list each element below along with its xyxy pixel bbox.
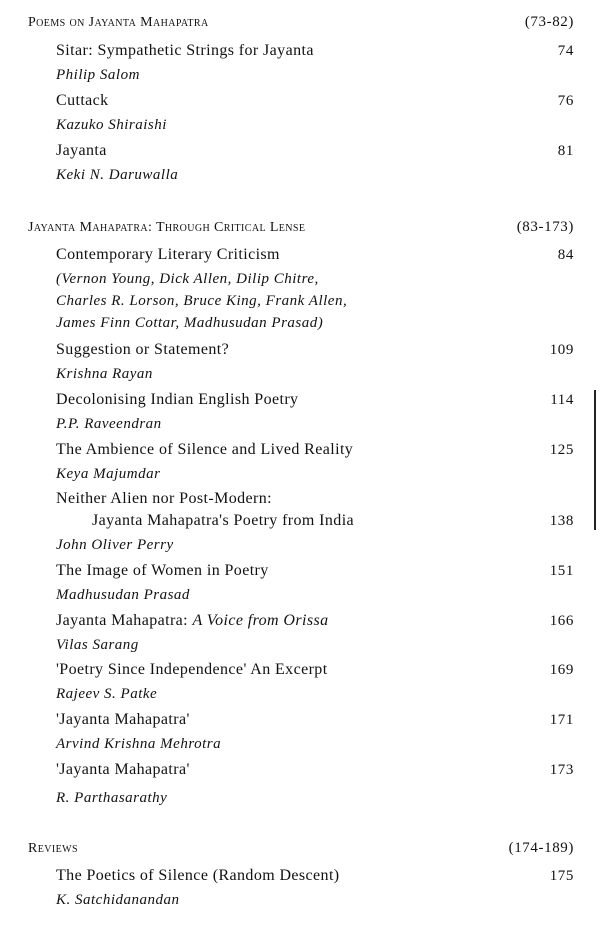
entry-title-italic: A Voice from Orissa: [192, 612, 329, 629]
entry-page: 175: [549, 868, 574, 884]
toc-entry: [56, 711, 574, 755]
entry-author-line: (Vernon Young, Dick Allen, Dilip Chitre,: [56, 271, 319, 287]
entry-author: John Oliver Perry: [56, 537, 174, 553]
entry-author: Madhusudan Prasad: [56, 587, 190, 603]
entry-page: 109: [549, 342, 574, 358]
entry-title: Decolonising Indian English Poetry: [56, 391, 299, 408]
entry-title-continued: Jayanta Mahapatra's Poetry from India: [92, 512, 355, 529]
entry-title: 'Poetry Since Independence' An Excerpt: [56, 661, 328, 678]
entry-author-line: James Finn Cottar, Madhusudan Prasad): [56, 315, 324, 331]
toc-entry: [56, 612, 574, 656]
entry-title: The Image of Women in Poetry: [56, 562, 269, 579]
toc-entry: [56, 661, 574, 705]
entry-author: Keya Majumdar: [56, 466, 161, 482]
entry-page: 166: [549, 613, 574, 629]
entry-title: 'Jayanta Mahapatra': [56, 761, 190, 778]
entry-title: Neither Alien nor Post-Modern:: [56, 490, 272, 507]
entry-title-plain: Jayanta Mahapatra:: [56, 612, 189, 629]
scan-edge-line: [594, 390, 596, 530]
entry-author: Krishna Rayan: [56, 366, 153, 382]
section-title: Jayanta Mahapatra: Through Critical Lense: [28, 220, 306, 235]
toc-entry: [56, 42, 574, 86]
entry-title: Contemporary Literary Criticism: [56, 246, 280, 263]
entry-page: 84: [557, 247, 574, 263]
entry-title: Jayanta: [56, 142, 107, 159]
section-page-range: (73-82): [524, 14, 574, 30]
toc-entry: [56, 761, 574, 809]
entry-page: 151: [549, 563, 574, 579]
section-heading: [28, 219, 574, 239]
entry-page: 173: [549, 762, 574, 778]
entry-author: K. Satchidanandan: [56, 892, 180, 908]
entry-title: [56, 612, 328, 630]
toc-entry: [56, 867, 574, 911]
entry-title: The Ambience of Silence and Lived Reality: [56, 441, 354, 458]
entry-author: R. Parthasarathy: [56, 790, 168, 806]
entry-page: 138: [549, 513, 574, 529]
entry-page: 76: [557, 93, 574, 109]
entry-page: 169: [549, 662, 574, 678]
section-heading: [28, 14, 574, 34]
section-page-range: (174-189): [508, 840, 574, 856]
section-page-range: (83-173): [516, 219, 574, 235]
entry-author: Vilas Sarang: [56, 637, 139, 653]
entry-page: 81: [557, 143, 574, 159]
entry-author: P.P. Raveendran: [56, 416, 162, 432]
entry-page: 125: [549, 442, 574, 458]
entry-title: The Poetics of Silence (Random Descent): [56, 867, 340, 884]
section-title: Reviews: [28, 841, 78, 856]
entry-page: 114: [550, 392, 574, 408]
entry-author: Arvind Krishna Mehrotra: [56, 736, 222, 752]
entry-page: 74: [557, 43, 574, 59]
entry-author: Rajeev S. Patke: [56, 686, 158, 702]
entry-author: Kazuko Shiraishi: [56, 117, 167, 133]
toc-entry: [56, 391, 574, 435]
section-title: Poems on Jayanta Mahapatra: [28, 15, 209, 30]
entry-author-line: Charles R. Lorson, Bruce King, Frank Allen,: [56, 293, 348, 309]
toc-entry: [56, 490, 574, 556]
entry-author: Keki N. Daruwalla: [56, 167, 179, 183]
section-heading: [28, 840, 574, 860]
entry-title: Suggestion or Statement?: [56, 341, 230, 358]
toc-entry: [56, 341, 574, 385]
toc-entry: [56, 142, 574, 186]
entry-title: Cuttack: [56, 92, 109, 109]
toc-entry: [56, 441, 574, 485]
entry-author: Philip Salom: [56, 67, 140, 83]
toc-entry: [56, 562, 574, 606]
toc-entry: [56, 92, 574, 136]
entry-page: 171: [549, 712, 574, 728]
toc-entry: [56, 246, 574, 334]
entry-title: 'Jayanta Mahapatra': [56, 711, 190, 728]
entry-title: Sitar: Sympathetic Strings for Jayanta: [56, 42, 314, 59]
